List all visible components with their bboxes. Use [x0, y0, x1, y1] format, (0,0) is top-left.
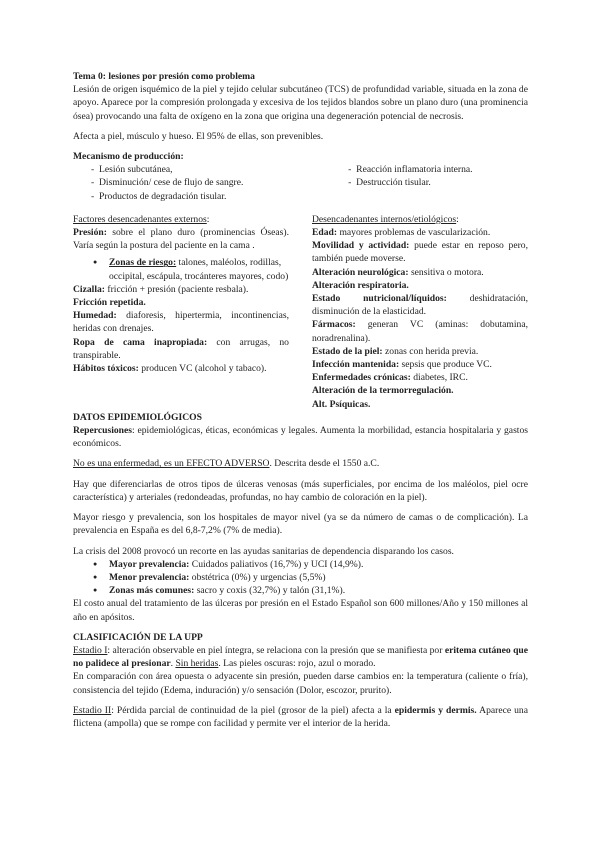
epi-crisis: La crisis del 2008 provocó un recorte en las ayudas sanitarias de dependencia disparando los casos. [73, 545, 454, 557]
external-factors [73, 213, 289, 411]
mechanism-lists [73, 163, 528, 203]
stage-1: Estadio I: alteración observable en piel íntegra, se relaciona con la presión que se manifiesta por eritema cutáneo que no palidece al presionar. Sin heridas. Las pieles oscuras: rojo, azul o morado. [73, 644, 528, 670]
internal-factors [312, 213, 528, 411]
factor-resp: Alteración respiratoria. [312, 279, 409, 291]
list-item: - Lesión subcutánea, [73, 163, 330, 176]
factor-psiq: Alt. Psíquicas. [312, 398, 371, 410]
factor-farmacos: Fármacos: generan VC (aminas: dobutamina, noradrenalina). [312, 319, 528, 344]
factor-termo: Alteración de la termorregulación. [312, 385, 454, 397]
factor-humedad: Humedad: diaforesis, hipertermia, incontinencias, heridas con drenajes. [73, 310, 289, 335]
factor-friccion: Fricción repetida. [73, 297, 146, 309]
factor-presion: Presión: sobre el plano duro (prominencias Óseas). Varía según la postura del paciente en la cama . [73, 227, 289, 252]
mechanism-list-left [73, 163, 330, 203]
list-item: ● Zonas de riesgo: talones, maléolos, rodillas, occipital, escápula, trocánteres mayores, codo) [73, 256, 289, 282]
epi-heading: DATOS EPIDEMIOLÓGICOS [73, 411, 202, 423]
mechanism-heading: Mecanismo de producción: [73, 151, 184, 163]
mechanism-list-right [330, 163, 528, 203]
factor-habitos: Hábitos tóxicos: producen VC (alcohol y tabaco). [73, 363, 267, 375]
factor-infeccion: Infección mantenida: sepsis que produce VC. [312, 359, 492, 371]
internal-heading: Desencadenantes internos/etiológicos: [312, 213, 459, 225]
epi-cost: El costo anual del tratamiento de las úlceras por presión en el Estado Español son 600 millones/Año y 150 millones al año en apósitos. [73, 598, 528, 623]
list-item: ● Menor prevalencia: obstétrica (0%) y urgencias (5,5%) [73, 571, 528, 584]
factor-piel: Estado de la piel: zonas con herida previa. [312, 345, 479, 357]
factor-movilidad: Movilidad y actividad: puede estar en reposo pero, también puede moverse. [312, 240, 529, 265]
list-item: ● Zonas más comunes: sacro y coxis (32,7%) y talón (31,1%). [73, 584, 528, 597]
list-item: - Reacción inflamatoria interna. [330, 163, 528, 176]
external-heading: Factores desencadenantes externos: [73, 213, 210, 225]
factor-neuro: Alteración neurológica: sensitiva o motora. [312, 266, 484, 278]
factor-cronicas: Enfermedades crónicas: diabetes, IRC. [312, 372, 468, 384]
epi-repercusiones: Repercusiones: epidemiológicas, éticas, económicas y legales. Aumenta la morbilidad, estancia hospitalaria y gastos económicos. [73, 425, 528, 450]
doc-title: Tema 0: lesiones por presión como problema [73, 71, 255, 82]
epi-risk: Mayor riesgo y prevalencia, son los hospitales de mayor nivel (ya se da número de camas o de complicación). La prevalencia en España es del 6,8-7,2% (7% de media). [73, 512, 528, 537]
prevalence-list [73, 558, 528, 598]
clasif-heading: CLASIFICACIÓN DE LA UPP [73, 631, 203, 643]
list-item: - Productos de degradación tisular. [73, 190, 330, 203]
document-page [73, 70, 528, 730]
factor-ropa: Ropa de cama inapropiada: con arrugas, no transpirable. [73, 336, 289, 361]
factor-edad: Edad: mayores problemas de vascularización. [312, 227, 491, 239]
epi-differ: Hay que diferenciarlas de otros tipos de úlceras venosas (más superficiales, por encima de los maléolos, piel ocre característica) y arteriales (redondeadas, profundas, no hay cambio de coloración en la piel). [73, 478, 528, 503]
list-item: - Disminución/ cese de flujo de sangre. [73, 176, 330, 189]
zonas-list [73, 256, 289, 282]
factor-nutri: Estado nutricional/líquidos: deshidratación, disminución de la elasticidad. [312, 293, 528, 318]
factors-columns [73, 213, 528, 411]
list-item: - Destrucción tisular. [330, 176, 528, 189]
stage-1-extra: En comparación con área opuesta o adyacente sin presión, pueden darse cambios en: la temperatura (caliente o fría), consistencia del tejido (Edema, induración) y/o sensación (Dolor, escozor, prurito). [73, 671, 528, 696]
factor-cizalla: Cizalla: fricción + presión (paciente resbala). [73, 283, 249, 295]
intro-paragraph: Lesión de origen isquémico de la piel y tejido celular subcutáneo (TCS) de profundidad variable, situada en la zona de apoyo. Aparece por la compresión prolongada y excesiva de los tejidos blandos sobre un plano duro (una prominencia ósea) provocando una falta de oxígeno en la zona que origina una degeneración potencial de necrosis. [73, 84, 528, 122]
epi-adverse: No es una enfermedad, es un EFECTO ADVERSO. Descrita desde el 1550 a.C. [73, 458, 380, 470]
list-item: ● Mayor prevalencia: Cuidados paliativos (16,7%) y UCI (14,9%). [73, 558, 528, 571]
stage-2: Estadio II: Pérdida parcial de continuidad de la piel (grosor de la piel) afecta a la epidermis y dermis. Aparece una flictena (ampolla) que se rompe con facilidad y permite ver el interior de la herida. [73, 704, 528, 729]
affects-paragraph: Afecta a piel, músculo y hueso. El 95% de ellas, son prevenibles. [73, 130, 324, 142]
